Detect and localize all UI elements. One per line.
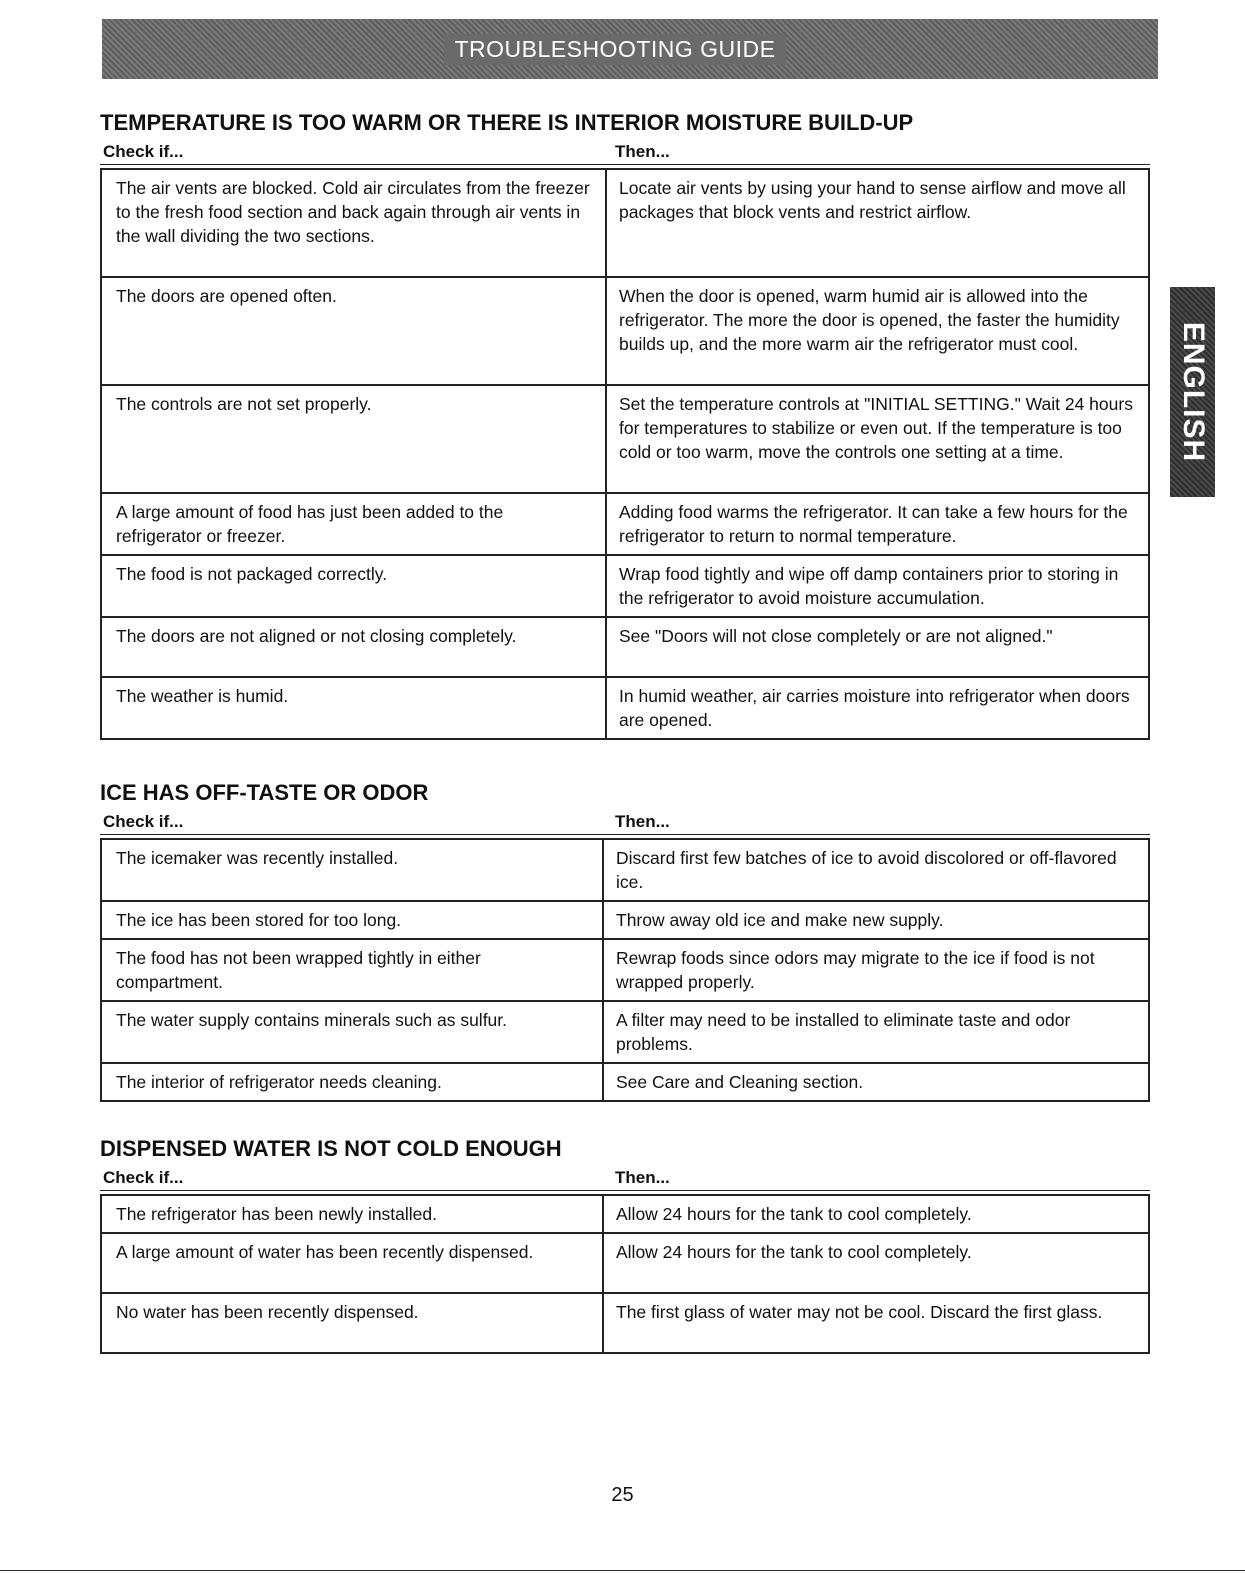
table-row <box>101 839 1149 901</box>
table-row <box>101 1233 1149 1293</box>
bottom-rule <box>0 1570 1245 1571</box>
then-cell: Wrap food tightly and wipe off damp containers prior to storing in the refrigerator to avoid moisture accumulation. <box>606 555 1149 617</box>
check-cell: A large amount of water has been recently dispensed. <box>101 1233 603 1293</box>
check-cell: The air vents are blocked. Cold air circulates from the freezer to the fresh food section and back again through air vents in the wall dividing the two sections. <box>101 169 606 277</box>
header-rule <box>100 1190 1150 1191</box>
column-headers <box>100 1166 1150 1188</box>
page-title: TROUBLESHOOTING GUIDE <box>444 34 785 65</box>
table-row <box>101 277 1149 385</box>
table-row <box>101 169 1149 277</box>
section-temperature <box>100 110 1150 740</box>
then-cell: Locate air vents by using your hand to sense airflow and move all packages that block vents and restrict airflow. <box>606 169 1149 277</box>
then-cell: When the door is opened, warm humid air is allowed into the refrigerator. The more the door is opened, the faster the humidity builds up, and the more warm air the refrigerator must cool. <box>606 277 1149 385</box>
check-cell: The controls are not set properly. <box>101 385 606 493</box>
table-row <box>101 1063 1149 1101</box>
table-row <box>101 939 1149 1001</box>
section-heading: DISPENSED WATER IS NOT COLD ENOUGH <box>100 1136 562 1161</box>
table-row <box>101 677 1149 739</box>
then-cell: A filter may need to be installed to eliminate taste and odor problems. <box>603 1001 1149 1063</box>
column-headers <box>100 810 1150 832</box>
then-cell: See Care and Cleaning section. <box>603 1063 1149 1101</box>
check-column-header: Check if... <box>103 812 184 831</box>
page-number: 25 <box>611 1484 634 1506</box>
table-row <box>101 493 1149 555</box>
check-cell: The icemaker was recently installed. <box>101 839 603 901</box>
table-row <box>101 555 1149 617</box>
then-cell: See "Doors will not close completely or are not aligned." <box>606 617 1149 677</box>
language-tab-label: ENGLISH <box>1176 321 1210 463</box>
check-column-header: Check if... <box>103 1168 184 1187</box>
check-cell: No water has been recently dispensed. <box>101 1293 603 1353</box>
check-cell: The weather is humid. <box>101 677 606 739</box>
header-rule <box>100 164 1150 165</box>
then-cell: Rewrap foods since odors may migrate to the ice if food is not wrapped properly. <box>603 939 1149 1001</box>
then-cell: In humid weather, air carries moisture into refrigerator when doors are opened. <box>606 677 1149 739</box>
then-cell: Discard first few batches of ice to avoid discolored or off-flavored ice. <box>603 839 1149 901</box>
language-tab <box>1170 287 1215 497</box>
then-column-header: Then... <box>615 812 670 831</box>
then-cell: The first glass of water may not be cool. Discard the first glass. <box>603 1293 1149 1353</box>
section-ice-odor <box>100 780 1150 1102</box>
check-cell: The doors are opened often. <box>101 277 606 385</box>
check-cell: The food has not been wrapped tightly in either compartment. <box>101 939 603 1001</box>
troubleshooting-table <box>100 168 1150 740</box>
header-rule <box>100 834 1150 835</box>
table-row <box>101 1293 1149 1353</box>
then-cell: Adding food warms the refrigerator. It can take a few hours for the refrigerator to return to normal temperature. <box>606 493 1149 555</box>
then-cell: Set the temperature controls at "INITIAL SETTING." Wait 24 hours for temperatures to stabilize or even out. If the temperature is too cold or too warm, move the controls one setting at a time. <box>606 385 1149 493</box>
table-row <box>101 1195 1149 1233</box>
column-headers <box>100 140 1150 162</box>
then-cell: Allow 24 hours for the tank to cool completely. <box>603 1233 1149 1293</box>
header-banner <box>102 19 1158 79</box>
table-row <box>101 901 1149 939</box>
section-water-cold <box>100 1136 1150 1354</box>
check-column-header: Check if... <box>103 142 184 161</box>
section-heading: TEMPERATURE IS TOO WARM OR THERE IS INTERIOR MOISTURE BUILD-UP <box>100 110 914 135</box>
section-heading: ICE HAS OFF-TASTE OR ODOR <box>100 780 429 805</box>
table-row <box>101 617 1149 677</box>
check-cell: The food is not packaged correctly. <box>101 555 606 617</box>
check-cell: A large amount of food has just been added to the refrigerator or freezer. <box>101 493 606 555</box>
then-column-header: Then... <box>615 142 670 161</box>
check-cell: The ice has been stored for too long. <box>101 901 603 939</box>
check-cell: The refrigerator has been newly installed. <box>101 1195 603 1233</box>
table-row <box>101 385 1149 493</box>
check-cell: The water supply contains minerals such as sulfur. <box>101 1001 603 1063</box>
check-cell: The interior of refrigerator needs cleaning. <box>101 1063 603 1101</box>
troubleshooting-table <box>100 838 1150 1102</box>
then-column-header: Then... <box>615 1168 670 1187</box>
check-cell: The doors are not aligned or not closing completely. <box>101 617 606 677</box>
then-cell: Allow 24 hours for the tank to cool completely. <box>603 1195 1149 1233</box>
troubleshooting-table <box>100 1194 1150 1354</box>
table-row <box>101 1001 1149 1063</box>
then-cell: Throw away old ice and make new supply. <box>603 901 1149 939</box>
